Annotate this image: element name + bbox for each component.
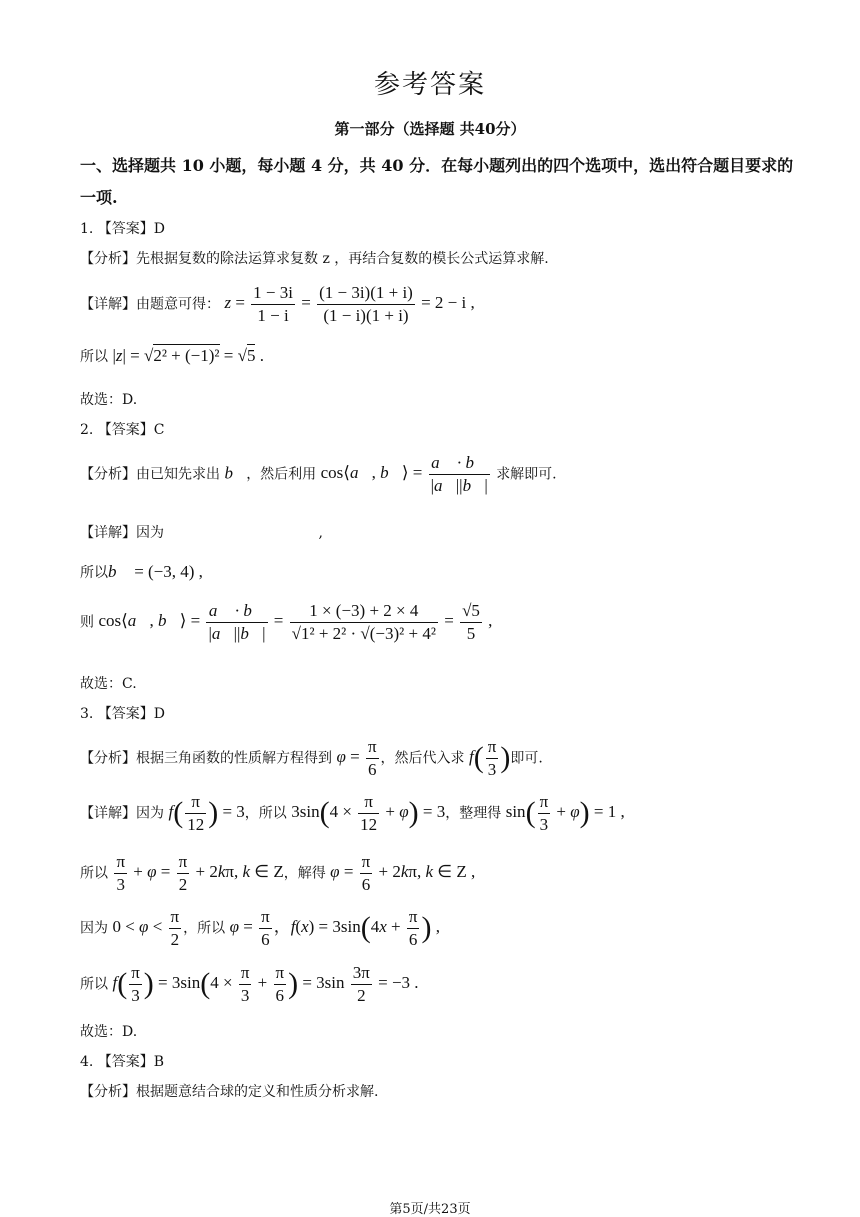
q3-line2: 所以 $\frac{\pi}{3}$ + φ = $\frac{\pi}{2}$ + 2kπ, k ∈ Z，解得 φ = $\frac{\pi}{6}$ + 2kπ, k ∈ Z , (80, 852, 476, 894)
so-label: 所以 (80, 349, 108, 365)
q1-analysis (80, 248, 549, 268)
part-subtitle: 第一部分（选择题 共40分） (334, 120, 526, 138)
q1-answer: 1. 【答案】D (80, 221, 166, 237)
page-title: 参考答案 (373, 70, 486, 100)
q3-conclusion: 故选：D. (80, 1024, 138, 1040)
analysis-label: 【分析】 (80, 466, 136, 483)
q2-answer: 2. 【答案】C (80, 422, 165, 438)
q3-line4: 所以 f( $\frac{\pi}{3}$ ) = 3sin(4 × $\frac{\pi}{3}$ + $\frac{\pi}{6}$ ) = 3sin $\frac{3\pi}{2}$ = −3 . (80, 963, 419, 1005)
section-heading: 一、选择题共 10 小题，每小题 4 分，共 40 分．在每小题列出的四个选项中，选出符合题目要求的一项. (80, 156, 794, 207)
detail-label: 【详解】 (80, 805, 136, 822)
q2-analysis: 【分析】由已知先求出 b⃗，然后利用 cos⟨a⃗, b⃗⟩ = $\frac{a⃗ \cdot b⃗}{|a⃗||b⃗|}$ 求解即可. (80, 453, 557, 495)
q3-detail: 【详解】因为 f( $\frac{\pi}{12}$ ) = 3，所以 3sin(4 × $\frac{\pi}{12}$ + φ) = 3，整理得 sin( $\frac{\pi}{3}$ + φ) = 1 , (80, 792, 625, 834)
q4-answer: 4. 【答案】B (80, 1054, 165, 1070)
page-footer: 第5页/共23页 (389, 1202, 471, 1217)
q2-cos: 则 cos⟨a⃗, b⃗⟩ = $\frac{a⃗ \cdot b⃗}{|a⃗||b⃗|}$ = $\frac{1 \times (-3) + 2 \times 4}{\text{√1² + 2² · √(−3)² + 4²}}$ = $\frac{√5}{5}$ , (80, 601, 493, 643)
q2-b-value: 所以b⃗ = (−3, 4) , (80, 562, 203, 581)
q1-detail (80, 282, 475, 327)
analysis-label: 【分析】 (80, 750, 136, 767)
q1-modulus: 所以 |z| = √2² + (−1)² = √5 . (80, 346, 264, 365)
q1-formula: z = $\frac{1 - 3i}{1 - i}$ = $\frac{(1 - 3i)(1 + i)}{(1 - i)(1 + i)}$ = 2 − i , (224, 283, 475, 325)
q3-analysis: 【分析】根据三角函数的性质解方程得到 φ = $\frac{\pi}{6}$ ，然后代入求 f( $\frac{\pi}{3}$ )即可. (80, 737, 543, 779)
q1-detail-intro: 由题意可得： (136, 296, 220, 313)
q3-line3: 因为 0 < φ < $\frac{\pi}{2}$ ，所以 φ = $\frac{\pi}{6}$ ，f(x) = 3sin(4x + $\frac{\pi}{6}$ ) , (80, 907, 440, 949)
q2-detail: 【详解】因为 , (80, 525, 323, 541)
detail-label: 【详解】 (80, 296, 136, 313)
analysis-label: 【分析】 (80, 1084, 136, 1100)
analysis-label: 【分析】 (80, 251, 136, 267)
q1-conclusion: 故选：D. (80, 392, 138, 408)
q3-answer: 3. 【答案】D (80, 706, 166, 722)
q2-conclusion: 故选：C. (80, 676, 137, 692)
q4-analysis: 【分析】根据题意结合球的定义和性质分析求解. (80, 1084, 379, 1100)
q1-analysis-text: 先根据复数的除法运算求复数 z ，再结合复数的模长公式运算求解. (136, 251, 549, 267)
detail-label: 【详解】 (80, 525, 136, 541)
